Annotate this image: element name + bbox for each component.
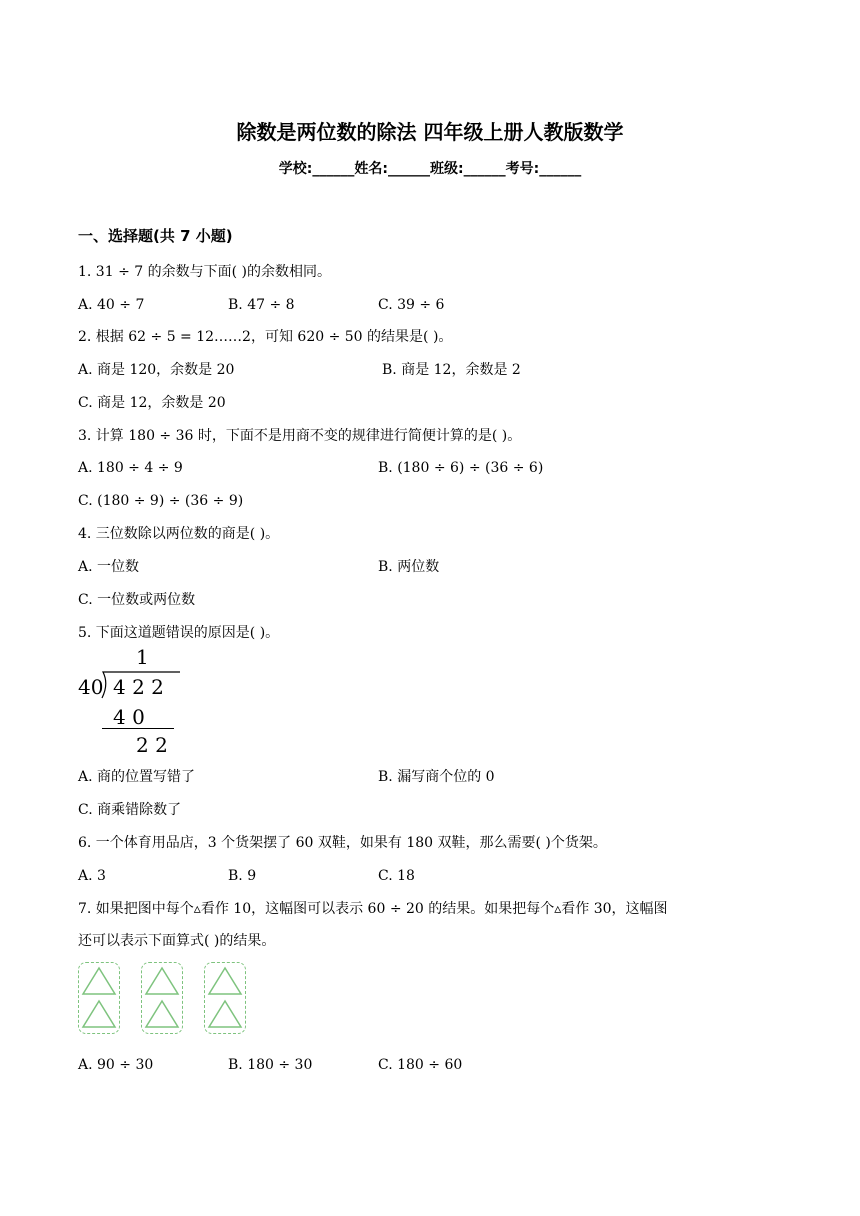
q3-option-a: A. 180 ÷ 4 ÷ 9	[78, 460, 183, 476]
q3-option-b: B. (180 ÷ 6) ÷ (36 ÷ 6)	[378, 460, 544, 476]
q2-option-b: B. 商是 12，余数是 2	[382, 362, 521, 378]
page-title: 除数是两位数的除法 四年级上册人教版数学	[236, 120, 624, 144]
q6-stem: 6. 一个体育用品店，3 个货架摆了 60 双鞋，如果有 180 双鞋，那么需要( )个货架。	[78, 835, 607, 851]
q5-option-a: A. 商的位置写错了	[78, 769, 196, 785]
q1-option-c: C. 39 ÷ 6	[378, 297, 445, 313]
q4-option-b: B. 两位数	[378, 559, 440, 575]
triangle-icon	[209, 968, 241, 994]
q2-option-c: C. 商是 12，余数是 20	[78, 395, 226, 411]
division-remainder: 2 2	[136, 733, 168, 757]
triangle-group-2	[141, 962, 183, 1034]
q4-option-a: A. 一位数	[78, 559, 140, 575]
triangle-icon	[83, 968, 115, 994]
q5-stem: 5. 下面这道题错误的原因是( )。	[78, 625, 280, 641]
division-divisor: 40	[78, 675, 104, 699]
triangle-group-1	[78, 962, 120, 1034]
q1-option-b: B. 47 ÷ 8	[228, 297, 295, 313]
q1-option-a: A. 40 ÷ 7	[78, 297, 145, 313]
division-dividend: 4 2 2	[113, 675, 164, 699]
q2-stem: 2. 根据 62 ÷ 5 = 12……2，可知 620 ÷ 50 的结果是( )。	[78, 329, 453, 345]
q4-option-c: C. 一位数或两位数	[78, 592, 196, 608]
triangle-icon	[146, 968, 178, 994]
q7-option-c: C. 180 ÷ 60	[378, 1057, 463, 1073]
division-quotient: 1	[136, 645, 149, 669]
q5-option-c: C. 商乘错除数了	[78, 802, 182, 818]
triangle-icon	[209, 1001, 241, 1027]
student-info-line: 学校:______姓名:______班级:______考号:______	[278, 161, 582, 177]
q7-option-a: A. 90 ÷ 30	[78, 1057, 154, 1073]
triangle-icon	[146, 1001, 178, 1027]
q6-option-b: B. 9	[228, 868, 257, 884]
triangle-group-3	[204, 962, 246, 1034]
q5-option-b: B. 漏写商个位的 0	[378, 769, 495, 785]
division-subtraction-line	[102, 728, 174, 729]
q7-stem-line2: 还可以表示下面算式( )的结果。	[78, 933, 276, 949]
q7-stem-line1: 7. 如果把图中每个▵看作 10，这幅图可以表示 60 ÷ 20 的结果。如果把每个▵看作 30，这幅图	[78, 901, 668, 917]
q6-option-c: C. 18	[378, 868, 415, 884]
q6-option-a: A. 3	[78, 868, 106, 884]
q3-stem: 3. 计算 180 ÷ 36 时，下面不是用商不变的规律进行简便计算的是( )。	[78, 428, 522, 444]
q3-option-c: C. (180 ÷ 9) ÷ (36 ÷ 9)	[78, 493, 244, 509]
section-heading: 一、选择题(共 7 小题)	[78, 227, 233, 245]
q7-option-b: B. 180 ÷ 30	[228, 1057, 313, 1073]
q4-stem: 4. 三位数除以两位数的商是( )。	[78, 526, 280, 542]
q2-option-a: A. 商是 120，余数是 20	[78, 362, 235, 378]
division-product: 4 0	[113, 705, 145, 729]
q1-stem: 1. 31 ÷ 7 的余数与下面( )的余数相同。	[78, 264, 331, 280]
triangle-icon	[83, 1001, 115, 1027]
